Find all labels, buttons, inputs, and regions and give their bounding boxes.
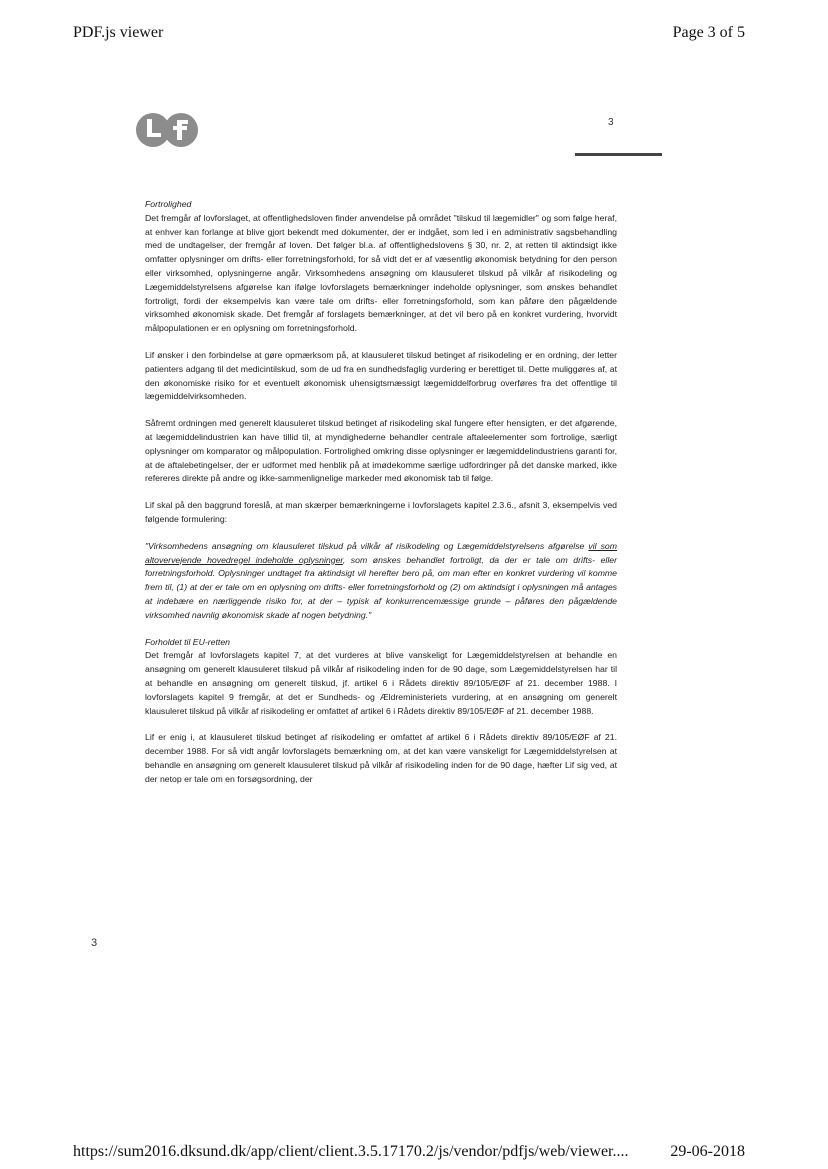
paragraph: Lif ønsker i den forbindelse at gøre opmærksom på, at klausuleret tilskud betinget af risikodeling er en ordning, der letter patienters adgang til det medicintilskud, som de ud fra en sundhedsfaglig vurdering er berettiget til. Dette muliggøres af, at den økonomiske risiko for et eventuelt økonomisk uhensigtsmæssigt lægemiddelforbrug overføres fra det offentlige til lægemiddelvirksomheden. — [145, 349, 617, 402]
quote-underlined-text: vil som altovervejende hovedregel indeholde oplysninger — [145, 540, 617, 565]
section-heading-confidentiality: Fortrolighed — [145, 199, 192, 209]
page-number-top: 3 — [608, 117, 614, 128]
proposed-wording-quote — [145, 540, 617, 623]
header-rule — [575, 153, 662, 156]
page-number-bottom: 3 — [91, 937, 98, 949]
print-header — [0, 24, 828, 44]
app-title: PDF.js viewer — [73, 24, 164, 41]
document-body — [145, 198, 617, 799]
paragraph: Lif skal på den baggrund foreslå, at man skærper bemærkningerne i lovforslagets kapitel 2.3.6., afsnit 3, eksempelvis ved følgende formulering: — [145, 500, 617, 524]
print-footer — [0, 1143, 828, 1163]
lif-logo — [133, 110, 203, 150]
paragraph: Såfremt ordningen med generelt klausuleret tilskud betinget af risikodeling skal fungere efter hensigten, er det afgørende, at lægemiddelindustrien kan have tillid til, at myndighederne behandler centrale aftaleelementer som fortrolige, særligt oplysninger om komparator og målpopulation. Fortrolighed omkring disse oplysninger er lægemiddelindustriens garanti for, at de aftalebetingelser, der er udformet med henblik på at imødekomme særlige udfordringer på det danske marked, ikke refereres direkte på andre og ikke-sammenlignelige markeder med økonomisk tab til følge. — [145, 418, 617, 484]
source-url: https://sum2016.dksund.dk/app/client/client.3.5.17170.2/js/vendor/pdfjs/web/viewer.... — [73, 1143, 629, 1160]
print-date: 29-06-2018 — [670, 1143, 745, 1160]
section-heading-eu-law: Forholdet til EU-retten — [145, 636, 230, 647]
paragraph: Det fremgår af lovforslagets kapitel 7, at det vurderes at blive vanskeligt for Lægemiddelstyrelsen at behandle en ansøgning om generelt klausuleret tilskud på vilkår af risikodeling inden for de 90 dage, som Lægemiddelstyrelsen har til at behandle en ansøgning om generelt tilskud, jf. artikel 6 i Rådets direktiv 89/105/EØF af 21. december 1988. I lovforslagets kapitel 9 fremgår, at det er Sundheds- og Ældreministeriets vurdering, at en ansøgning om generelt klausuleret tilskud på vilkår af risikodeling er omfattet af artikel 6 i Rådets direktiv 89/105/EØF af 21. december 1988. — [145, 650, 617, 716]
page-indicator: Page 3 of 5 — [672, 24, 745, 41]
paragraph: Det fremgår af lovforslaget, at offentlighedsloven finder anvendelse på området "tilskud til lægemidler" og som følge heraf, at enhver kan forlange at blive gjort bekendt med dokumenter, der er indgået, som led i en administrativ sagsbehandling med de undtagelser, der fremgår af loven. Det følger bl.a. af offentlighedslovens § 30, nr. 2, at retten til aktindsigt ikke omfatter oplysninger om drifts- eller forretningsforhold, for så vidt det er af væsentlig økonomisk betydning for den person eller virksomhed, oplysningerne angår. Virksomhedens ansøgning om klausuleret tilskud på vilkår af risikodeling og Lægemiddelstyrelsens afgørelse kan ifølge lovforslagets bemærkninger indeholde oplysninger, som ønskes behandlet fortroligt, fordi der eksempelvis kan være tale om drifts- eller forretningsforhold, som kan påføre den pågældende virksomhed økonomisk skade. Det fremgår af forslagets bemærkninger, at det vil bero på en konkret vurdering, hvorvidt målpopulationen er en oplysning om forretningsforhold. — [145, 212, 617, 334]
paragraph: Lif er enig i, at klausuleret tilskud betinget af risikodeling er omfattet af artikel 6 i Rådets direktiv 89/105/EØF af 21. december 1988. For så vidt angår lovforslagets bemærkning om, at det kan være vanskeligt for Lægemiddelstyrelsen at behandle en ansøgning om generelt klausuleret tilskud på vilkår af risikodeling inden for de 90 dage, hæfter Lif sig ved, at der netop er tale om en forsøgsordning, der — [145, 732, 617, 784]
quote-text: , som ønskes behandlet fortroligt, da der er tale om drifts- eller forretningsforhold. Oplysninger undtaget fra aktindsigt vil herefter bero på, om man efter en konkret vurdering vil komme frem til, (1) at der er tale om en oplysning om drifts- eller forretningsforhold og (2) om aktindsigt i oplysningen må antages at indebære en nærliggende risiko for, at der – typisk af konkurrencemæssige grunde – påføres den pågældende virksomhed navnlig økonomisk skade af nogen betydning." — [145, 554, 617, 620]
quote-text: "Virksomhedens ansøgning om klausuleret tilskud på vilkår af risikodeling og Lægemiddelstyrelsens afgørelse — [145, 540, 589, 551]
